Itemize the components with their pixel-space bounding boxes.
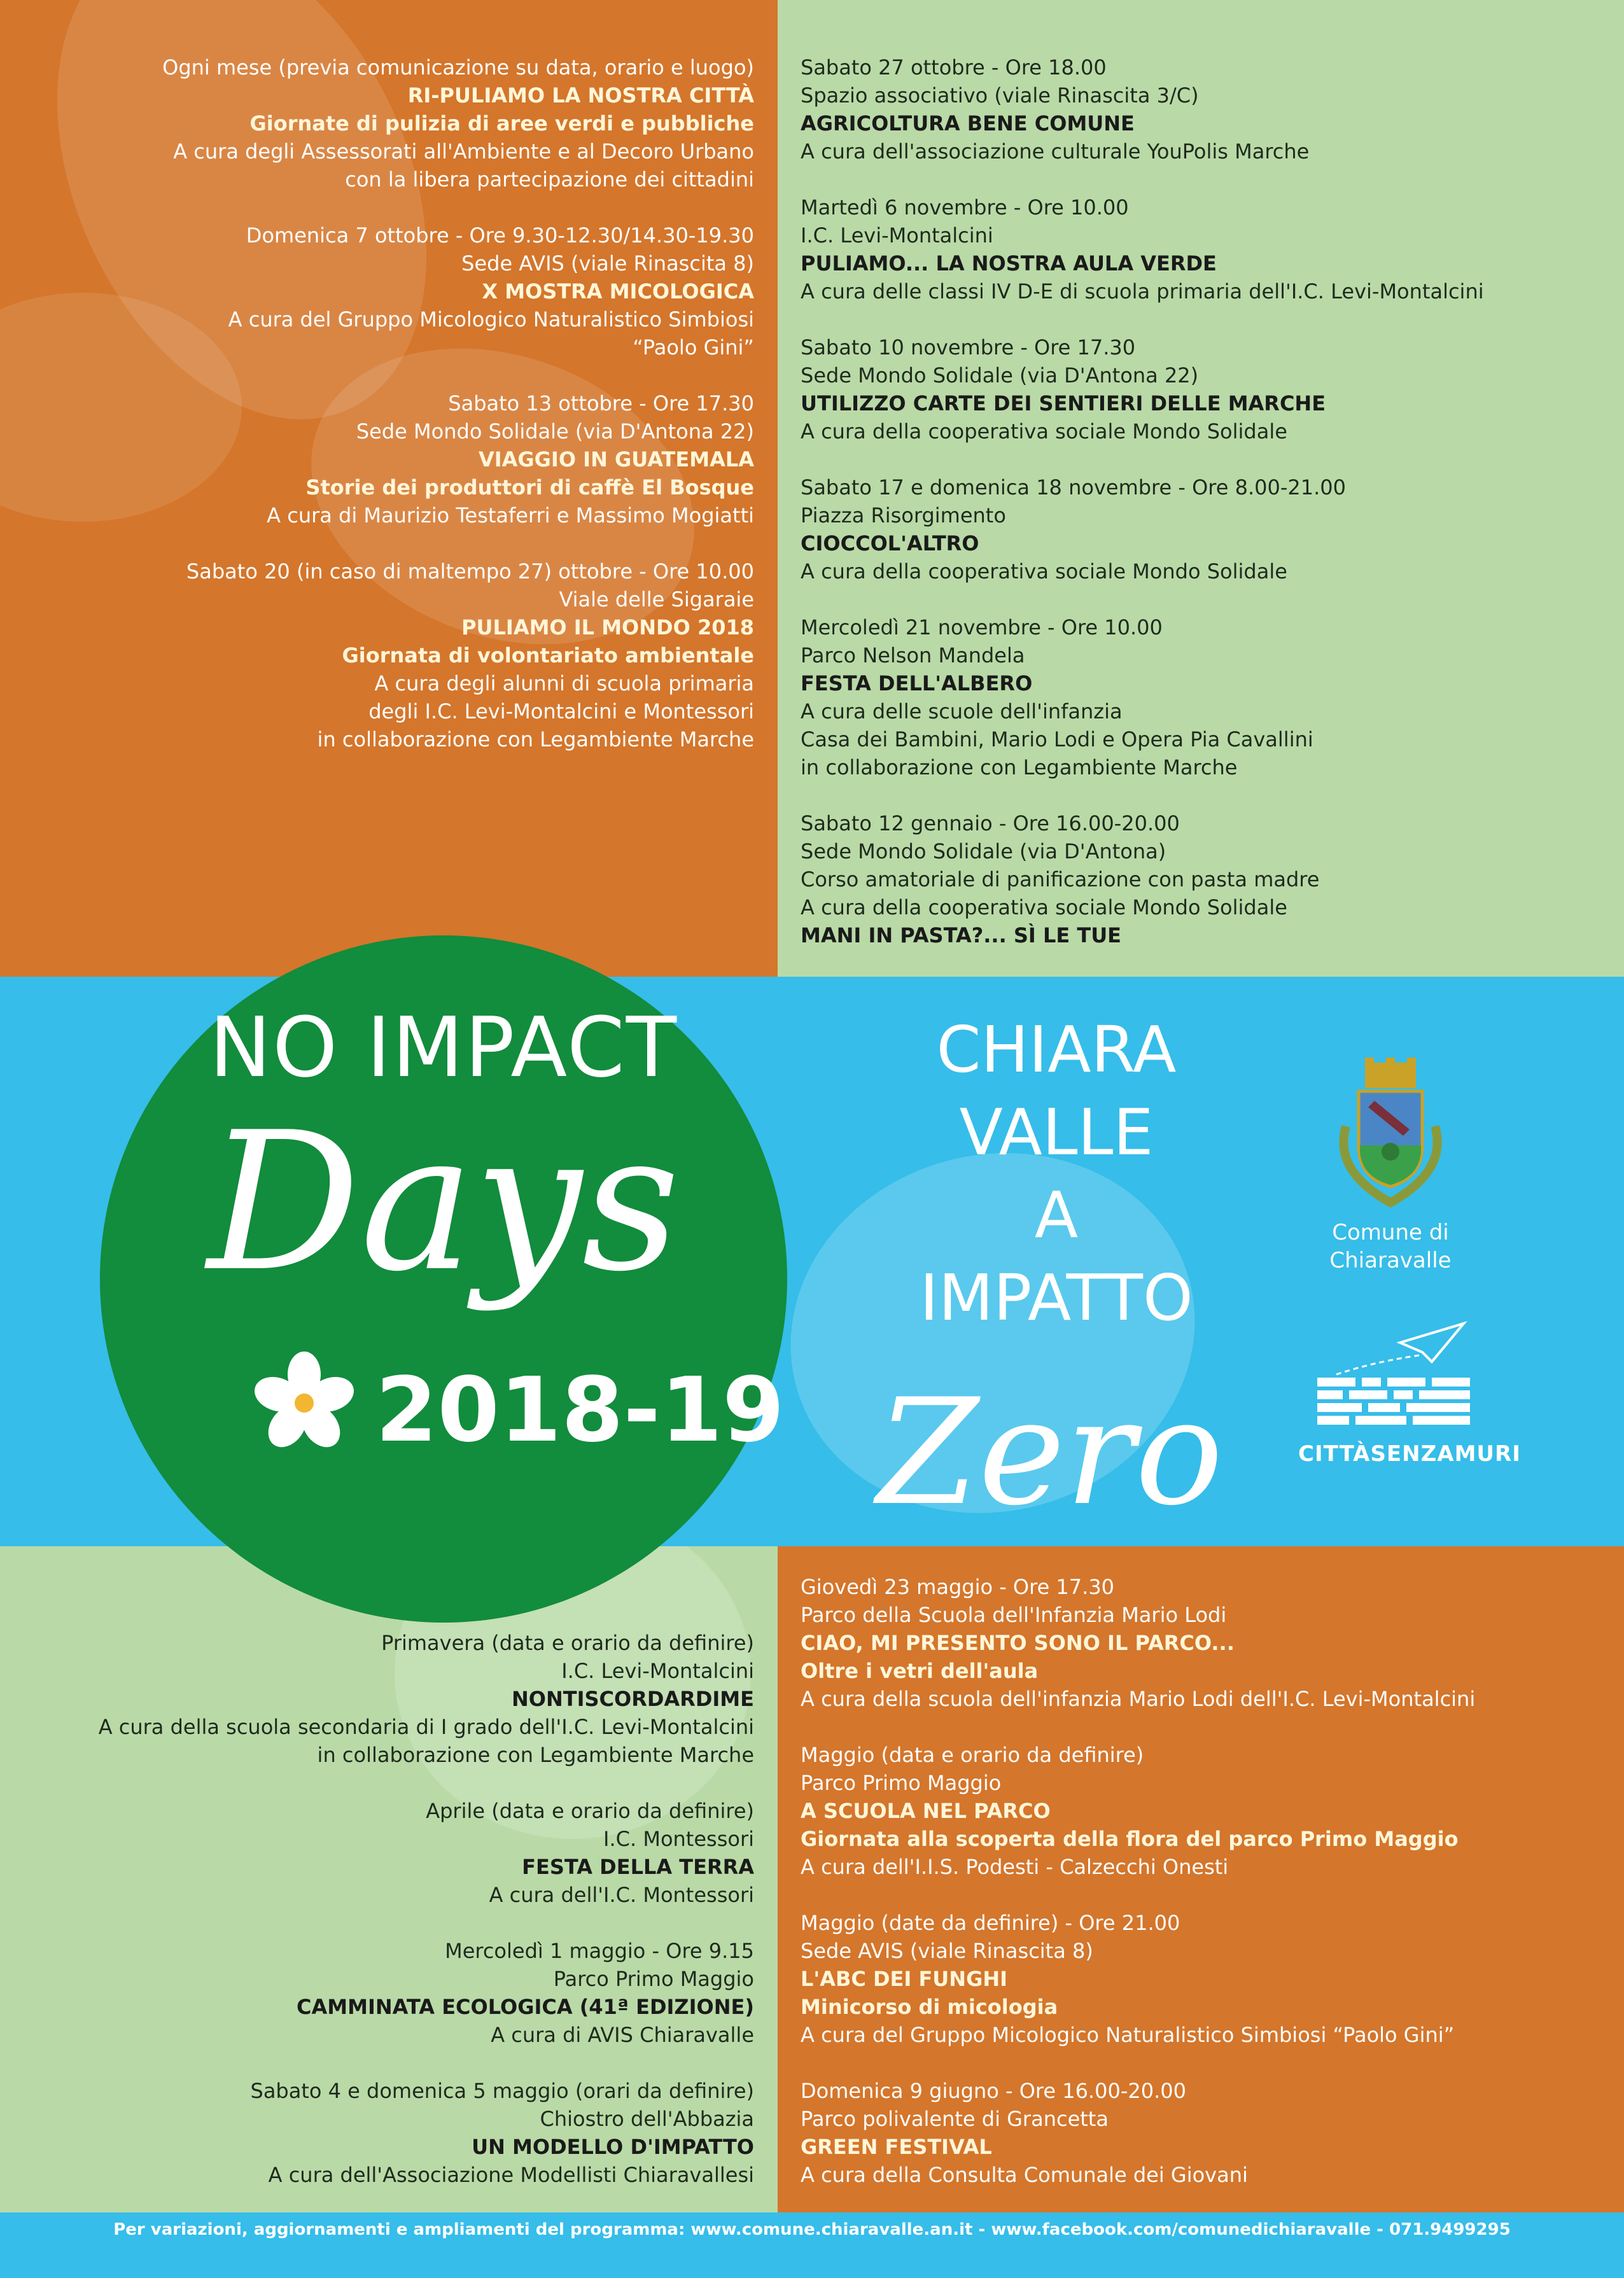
event-title: FESTA DELLA TERRA: [522, 1855, 754, 1879]
event-block: [38, 557, 754, 753]
event-detail: A cura del Gruppo Micologico Naturalistico Simbiosi “Paolo Gini”: [801, 2023, 1455, 2047]
event-title: AGRICOLTURA BENE COMUNE: [801, 111, 1135, 136]
event-block: [25, 1629, 754, 1769]
event-detail: Sede AVIS (viale Rinascita 8): [461, 251, 754, 276]
event-detail: Sabato 12 gennaio - Ore 16.00-20.00: [801, 811, 1180, 835]
event-detail: in collaborazione con Legambiente Marche: [801, 755, 1238, 779]
event-detail: A cura dell'associazione culturale YouPolis Marche: [801, 139, 1310, 164]
comune-label-line2: Chiaravalle: [1329, 1248, 1452, 1273]
event-detail: Maggio (data e orario da definire): [801, 1743, 1144, 1767]
slogan-zero: Zero: [876, 1368, 1224, 1538]
event-detail: A cura degli Assessorati all'Ambiente e al Decoro Urbano: [173, 139, 754, 164]
event-block: [38, 389, 754, 529]
event-detail: Sabato 10 novembre - Ore 17.30: [801, 335, 1136, 360]
event-detail: I.C. Montessori: [603, 1827, 754, 1851]
event-detail: A cura della scuola dell'infanzia Mario Lodi dell'I.C. Levi-Montalcini: [801, 1687, 1476, 1711]
event-block: [801, 2077, 1596, 2189]
event-detail: A cura delle scuole dell'infanzia: [801, 699, 1123, 723]
event-detail: Corso amatoriale di panificazione con pasta madre: [801, 867, 1320, 891]
event-detail: “Paolo Gini”: [633, 335, 754, 360]
event-title: PULIAMO IL MONDO 2018: [461, 615, 754, 639]
event-detail: Sabato 20 (in caso di maltempo 27) ottobre - Ore 10.00: [186, 559, 754, 583]
event-title: Minicorso di micologia: [801, 1995, 1058, 2019]
event-title: X MOSTRA MICOLOGICA: [482, 279, 754, 304]
event-title: MANI IN PASTA?... SÌ LE TUE: [801, 923, 1122, 947]
event-detail: A cura della cooperativa sociale Mondo Solidale: [801, 895, 1287, 919]
event-detail: I.C. Levi-Montalcini: [561, 1659, 754, 1683]
event-detail: degli I.C. Levi-Montalcini e Montessori: [368, 699, 754, 723]
comune-label-line1: Comune di: [1332, 1220, 1449, 1245]
event-title: FESTA DELL'ALBERO: [801, 671, 1033, 695]
slogan-line: A: [1034, 1178, 1079, 1252]
citta-senza-muri-icon: [1311, 1317, 1476, 1438]
event-title: Oltre i vetri dell'aula: [801, 1659, 1039, 1683]
event-detail: Sabato 17 e domenica 18 novembre - Ore 8.00-21.00: [801, 475, 1346, 500]
event-detail: in collaborazione con Legambiente Marche: [317, 727, 754, 751]
footer-text: Per variazioni, aggiornamenti e ampliamenti del programma: www.comune.chiaravalle.an.it - www.facebook.com/comunedichiaravalle - 071.9499295: [113, 2220, 1511, 2239]
event-block: [801, 333, 1596, 445]
event-block: [25, 2077, 754, 2189]
daisy-icon: [250, 1349, 358, 1457]
event-title: CIOCCOL'ALTRO: [801, 531, 979, 556]
event-block: [801, 473, 1596, 585]
event-title: PULIAMO... LA NOSTRA AULA VERDE: [801, 251, 1217, 276]
event-detail: Ogni mese (previa comunicazione su data, orario e luogo): [162, 55, 754, 80]
comune-crest-icon: [1320, 1050, 1460, 1215]
event-detail: Chiostro dell'Abbazia: [540, 2107, 754, 2131]
events-top-left: [38, 53, 754, 781]
event-block: [801, 193, 1596, 305]
event-detail: Mercoledì 1 maggio - Ore 9.15: [445, 1939, 754, 1963]
event-detail: A cura delle classi IV D-E di scuola primaria dell'I.C. Levi-Montalcini: [801, 279, 1484, 304]
slogan-line: CHIARA: [936, 1012, 1177, 1087]
event-detail: Sabato 27 ottobre - Ore 18.00: [801, 55, 1107, 80]
event-block: [801, 1573, 1596, 1713]
event-detail: A cura dell'I.I.S. Podesti - Calzecchi Onesti: [801, 1855, 1229, 1879]
event-detail: A cura dell'I.C. Montessori: [489, 1883, 754, 1907]
logo-no-impact: NO IMPACT: [209, 999, 678, 1096]
event-detail: A cura dell'Associazione Modellisti Chiaravallesi: [268, 2163, 754, 2187]
event-detail: A cura della scuola secondaria di I grado dell'I.C. Levi-Montalcini: [98, 1715, 754, 1739]
event-detail: I.C. Levi-Montalcini: [801, 223, 993, 248]
event-detail: Parco polivalente di Grancetta: [801, 2107, 1109, 2131]
event-block: [801, 1741, 1596, 1881]
event-block: [38, 53, 754, 193]
event-detail: Domenica 7 ottobre - Ore 9.30-12.30/14.30-19.30: [246, 223, 754, 248]
logo-days: Days: [207, 1091, 680, 1313]
event-block: [25, 1797, 754, 1909]
event-detail: Giovedì 23 maggio - Ore 17.30: [801, 1575, 1115, 1599]
event-block: [801, 809, 1596, 949]
event-detail: Viale delle Sigaraie: [559, 587, 754, 611]
event-detail: Casa dei Bambini, Mario Lodi e Opera Pia Cavallini: [801, 727, 1313, 751]
event-detail: Sede Mondo Solidale (via D'Antona 22): [801, 363, 1199, 388]
events-bottom-right: [801, 1573, 1596, 2217]
event-detail: Sabato 4 e domenica 5 maggio (orari da definire): [250, 2079, 754, 2103]
event-detail: Parco della Scuola dell'Infanzia Mario Lodi: [801, 1603, 1227, 1627]
event-detail: A cura del Gruppo Micologico Naturalistico Simbiosi: [228, 307, 754, 332]
event-detail: Sabato 13 ottobre - Ore 17.30: [448, 391, 754, 416]
event-title: CIAO, MI PRESENTO SONO IL PARCO...: [801, 1631, 1235, 1655]
event-detail: A cura della cooperativa sociale Mondo Solidale: [801, 559, 1287, 583]
event-title: Giornate di pulizia di aree verdi e pubbliche: [249, 111, 754, 136]
slogan-line: VALLE: [959, 1095, 1154, 1170]
event-block: [38, 221, 754, 361]
event-detail: Domenica 9 giugno - Ore 16.00-20.00: [801, 2079, 1186, 2103]
event-title: RI-PULIAMO LA NOSTRA CITTÀ: [407, 83, 754, 108]
event-detail: con la libera partecipazione dei cittadini: [345, 167, 754, 192]
event-detail: A cura della cooperativa sociale Mondo Solidale: [801, 419, 1287, 444]
event-block: [25, 1937, 754, 2049]
event-detail: Maggio (date da definire) - Ore 21.00: [801, 1911, 1180, 1935]
event-detail: Parco Primo Maggio: [553, 1967, 754, 1991]
event-title: UN MODELLO D'IMPATTO: [472, 2135, 754, 2159]
event-detail: in collaborazione con Legambiente Marche: [317, 1743, 754, 1767]
event-detail: Parco Nelson Mandela: [801, 643, 1025, 667]
event-title: L'ABC DEI FUNGHI: [801, 1967, 1008, 1991]
event-block: [801, 53, 1596, 165]
comune-label: [1305, 1219, 1476, 1275]
event-detail: A cura degli alunni di scuola primaria: [374, 671, 754, 695]
event-title: Giornata di volontariato ambientale: [342, 643, 754, 667]
event-block: [801, 1909, 1596, 2049]
event-detail: A cura di AVIS Chiaravalle: [491, 2023, 754, 2047]
event-detail: Parco Primo Maggio: [801, 1771, 1002, 1795]
event-detail: A cura della Consulta Comunale dei Giovani: [801, 2163, 1248, 2187]
event-detail: Mercoledì 21 novembre - Ore 10.00: [801, 615, 1163, 639]
event-title: Giornata alla scoperta della flora del parco Primo Maggio: [801, 1827, 1459, 1851]
slogan: [846, 1009, 1266, 1339]
events-bottom-left: [25, 1629, 754, 2217]
event-detail: Piazza Risorgimento: [801, 503, 1006, 528]
event-detail: A cura di Maurizio Testaferri e Massimo Mogiatti: [267, 503, 754, 528]
event-block: [801, 613, 1596, 781]
slogan-line: IMPATTO: [920, 1261, 1193, 1335]
event-detail: Spazio associativo (viale Rinascita 3/C): [801, 83, 1199, 108]
event-title: NONTISCORDARDIME: [511, 1687, 754, 1711]
citta-senza-muri-label: CITTÀSENZAMURI: [1298, 1441, 1521, 1467]
event-detail: Aprile (data e orario da definire): [426, 1799, 754, 1823]
logo-year: 2018-19: [375, 1359, 785, 1462]
event-detail: Sede Mondo Solidale (via D'Antona): [801, 839, 1166, 863]
event-detail: Sede AVIS (viale Rinascita 8): [801, 1939, 1093, 1963]
event-title: CAMMINATA ECOLOGICA (41ª EDIZIONE): [297, 1995, 754, 2019]
event-title: VIAGGIO IN GUATEMALA: [478, 447, 754, 472]
events-top-right: [801, 53, 1596, 977]
event-title: UTILIZZO CARTE DEI SENTIERI DELLE MARCHE: [801, 391, 1326, 416]
event-detail: Martedì 6 novembre - Ore 10.00: [801, 195, 1129, 220]
event-detail: Sede Mondo Solidale (via D'Antona 22): [356, 419, 754, 444]
event-title: GREEN FESTIVAL: [801, 2135, 992, 2159]
event-title: A SCUOLA NEL PARCO: [801, 1799, 1051, 1823]
event-title: Storie dei produttori di caffè El Bosque: [305, 475, 754, 500]
event-detail: Primavera (data e orario da definire): [381, 1631, 754, 1655]
